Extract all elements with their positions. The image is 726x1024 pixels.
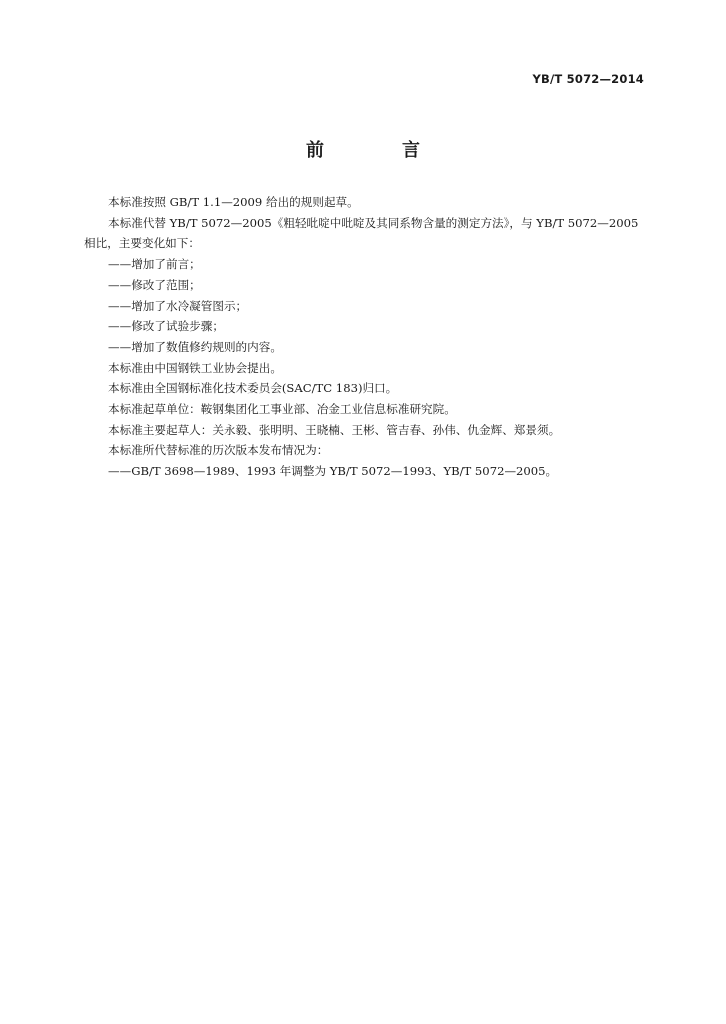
list-item: ——GB/T 3698—1989、1993 年调整为 YB/T 5072—1993、YB/T 5072—2005。 xyxy=(108,464,558,479)
paragraph-replacement: 本标准代替 YB/T 5072—2005《粗轻吡啶中吡啶及其同系物含量的测定方法》，与 YB/T 5072—2005 相比，主要变化如下： xyxy=(84,215,639,251)
list-item: ——修改了试验步骤； xyxy=(108,319,224,334)
list-item: ——增加了水冷凝管图示； xyxy=(108,298,248,313)
paragraph-drafting-units: 本标准起草单位：鞍钢集团化工事业部、冶金工业信息标准研究院。 xyxy=(108,402,456,417)
standard-code: YB/T 5072—2014 xyxy=(532,72,644,86)
page-title: 前 言 xyxy=(306,140,450,161)
paragraph-proposer: 本标准由中国钢铁工业协会提出。 xyxy=(108,360,282,375)
list-item: ——增加了前言； xyxy=(108,257,201,272)
paragraph-technical-committee: 本标准由全国钢标准化技术委员会(SAC/TC 183)归口。 xyxy=(108,381,398,396)
list-item: ——修改了范围； xyxy=(108,277,201,292)
paragraph-drafters: 本标准主要起草人：关永毅、张明明、王晓楠、王彬、管吉春、孙伟、仇金辉、郑景须。 xyxy=(108,422,561,437)
paragraph-drafting-rules: 本标准按照 GB/T 1.1—2009 给出的规则起草。 xyxy=(108,195,359,209)
paragraph-history-intro: 本标准所代替标准的历次版本发布情况为： xyxy=(108,443,329,458)
list-item: ——增加了数值修约规则的内容。 xyxy=(108,339,282,354)
foreword-body xyxy=(84,192,644,482)
